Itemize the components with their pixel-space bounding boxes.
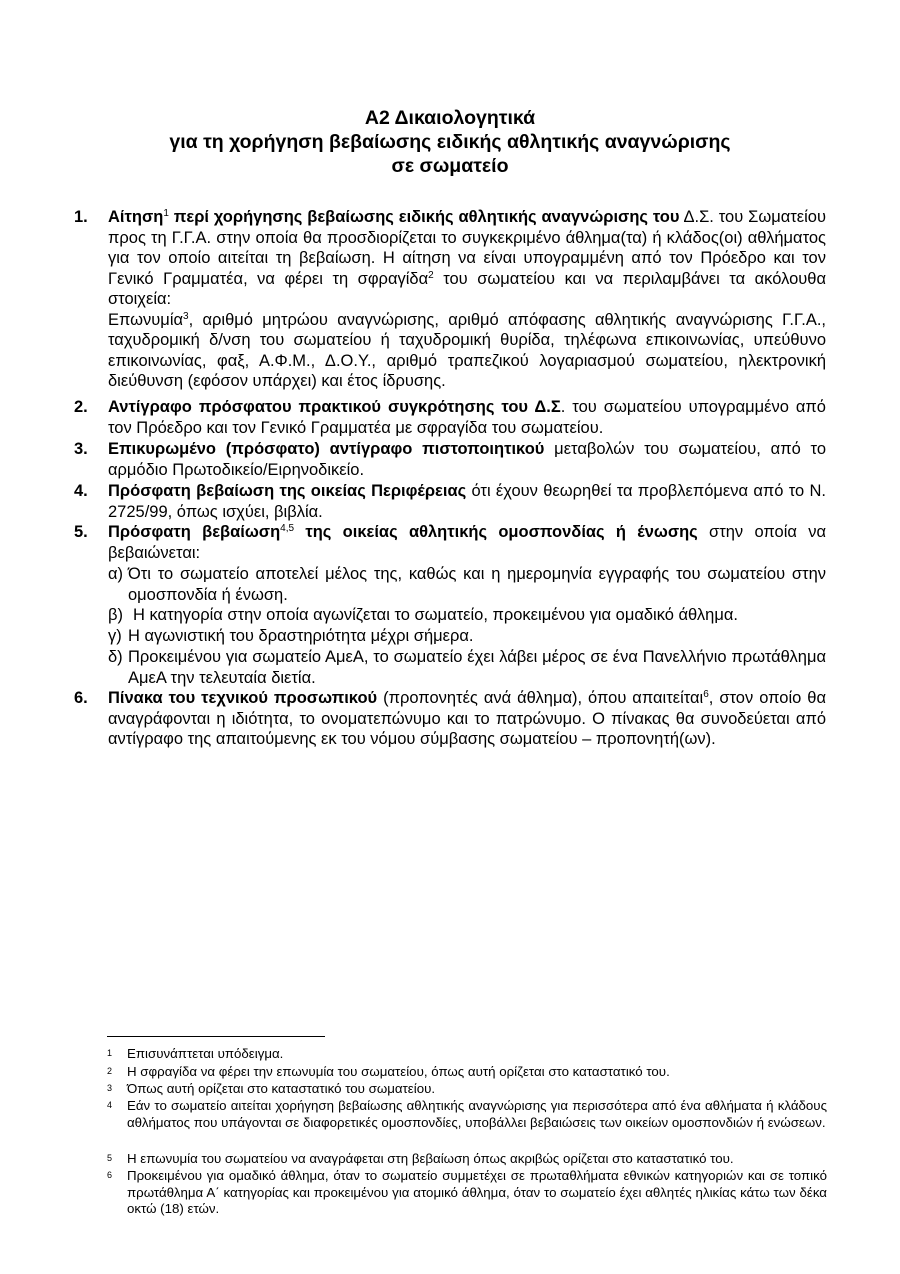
item-text: Πρόσφατη βεβαίωση της οικείας Περιφέρειας ότι έχουν θεωρηθεί τα προβλεπόμενα από το Ν. 2725/99, όπως ισχύει, βιβλία. [108, 482, 826, 521]
item-number: 5. [74, 523, 88, 541]
item-number: 1. [74, 208, 88, 226]
sub-item-label: β) [108, 606, 123, 624]
footnote-text: Η επωνυμία του σωματείου να αναγράφεται στη βεβαίωση όπως ακριβώς ορίζεται στο καταστατικό του. [127, 1151, 734, 1166]
footnote-number: 1 [107, 1048, 113, 1058]
footnote-text: Η σφραγίδα να φέρει την επωνυμία του σωματείου, όπως αυτή ορίζεται στο καταστατικό του. [127, 1064, 670, 1079]
item-text: Αντίγραφο πρόσφατου πρακτικού συγκρότησης του Δ.Σ. του σωματείου υπογραμμένο από τον Πρόεδρο και τον Γενικό Γραμματέα με σφραγίδα του σωματείου. [108, 398, 826, 437]
sub-item-text: Η κατηγορία στην οποία αγωνίζεται το σωματείο, προκειμένου για ομαδικό άθλημα. [133, 606, 738, 624]
sub-item-label: α) [108, 565, 124, 583]
title-line-2: για τη χορήγηση βεβαίωσης ειδικής αθλητικής αναγνώρισης [169, 131, 731, 153]
title-line-1: Α2 Δικαιολογητικά [364, 107, 536, 129]
footnote-ref: 2 [428, 269, 434, 281]
sub-item-label: γ) [108, 627, 122, 645]
footnote-text: Εάν το σωματείο αιτείται χορήγηση βεβαίωσης αθλητικής αναγνώρισης για περισσότερα από ένα αθλήματα ή κλάδους αθλήματος που υπάγονται σε διαφορετικές ομοσπονδίες, υποβάλλει βεβαιώσεις των οικείων ομοσπονδιών ή ενώσεων. [127, 1098, 827, 1130]
footnote-number: 5 [107, 1153, 113, 1163]
document-title [0, 106, 900, 178]
item-text: Πρόσφατη βεβαίωση$^{4,5}$ της οικείας αθλητικής ομοσπονδίας ή ένωσης στην οποία να βεβαιώνεται: [108, 523, 826, 562]
title-line-3: σε σωματείο [391, 155, 509, 177]
item-number: 6. [74, 689, 88, 707]
footnote-separator [107, 1036, 325, 1037]
item-text: Πίνακα του τεχνικού προσωπικού (προπονητές ανά άθλημα), όπου απαιτείται$^6$, στον οποίο θα αναγράφονται η ιδιότητα, το ονοματεπώνυμο και το πατρώνυμο. Ο πίνακας θα συνοδεύεται από αντίγραφο της απαιτούμενης εκ του νόμου σύμβασης σωματείου – προπονητή(ων). [108, 689, 826, 748]
item-text: Επικυρωμένο (πρόσφατο) αντίγραφο πιστοποιητικού μεταβολών του σωματείου, από το αρμόδιο Πρωτοδικείο/Ειρηνοδικείο. [108, 440, 827, 479]
sub-item-label: δ) [108, 648, 123, 666]
item-number: 3. [74, 440, 88, 458]
footnote-text: Επισυνάπτεται υπόδειγμα. [127, 1046, 284, 1061]
sub-item-text: Προκειμένου για σωματείο ΑμεΑ, το σωματείο έχει λάβει μέρος σε ένα Πανελλήνιο πρωτάθλημα ΑμεΑ την τελευταία διετία. [128, 648, 826, 687]
sub-item-text: Η αγωνιστική του δραστηριότητα μέχρι σήμερα. [128, 627, 474, 645]
sub-item-text: Ότι το σωματείο αποτελεί μέλος της, καθώς και η ημερομηνία εγγραφής του σωματείου στην ομοσπονδία ή ένωση. [128, 565, 826, 604]
footnote-ref: 1 [163, 208, 169, 219]
footnote-number: 6 [107, 1170, 113, 1180]
item-number: 2. [74, 398, 88, 416]
footnote-text: Όπως αυτή ορίζεται στο καταστατικό του σωματείου. [127, 1081, 436, 1096]
footnote-ref: 3 [183, 310, 189, 322]
footnote-number: 3 [107, 1083, 113, 1093]
footnote-text: Προκειμένου για ομαδικό άθλημα, όταν το σωματείο συμμετέχει σε πρωταθλήματα εθνικών κατηγοριών και σε τοπικό πρωτάθλημα Α΄ κατηγορίας και προκειμένου για ατομικό άθλημα, όταν το σωματείο έχει αθλητές ηλικίας κάτω των δέκα οκτώ (18) ετών. [127, 1168, 827, 1216]
footnote-ref: 4,5 [280, 523, 295, 534]
footnote-ref: 6 [703, 689, 709, 700]
footnote-number: 2 [107, 1066, 113, 1076]
item-text: Αίτηση$^1$ περί χορήγησης βεβαίωσης ειδικής αθλητικής αναγνώρισης του Δ.Σ. του Σωματείου προς τη Γ.Γ.Α. στην οποία θα προσδιορίζεται το συγκεκριμένο άθλημα(τα) ή κλάδος(οι) αθλήματος για τον οποίο αιτείται τη βεβαίωση. Η αίτηση να είναι υπογραμμένη από τον Πρόεδρο και τον Γενικό Γραμματέα, να φέρει τη σφραγίδα$^2$ του σωματείου και να περιλαμβάνει τα ακόλουθα στοιχεία: Επωνυμία$^3$, αριθμό μητρώου αναγνώρισης, αριθμό απόφασης αθλητικής αναγνώρισης Γ.Γ.Α., ταχυδρομική δ/νση του σωματείου ή ταχυδρομική θυρίδα, τηλέφωνα επικοινωνίας, υπεύθυνο επικοινωνίας, φαξ, Α.Φ.Μ., Δ.Ο.Υ., αριθμό τραπεζικού λογαριασμού σωματείου, ηλεκτρονική διεύθυνση (εφόσον υπάρχει) και έτος ίδρυσης. [108, 208, 826, 390]
item-number: 4. [74, 482, 88, 500]
footnote-number: 4 [107, 1100, 113, 1110]
